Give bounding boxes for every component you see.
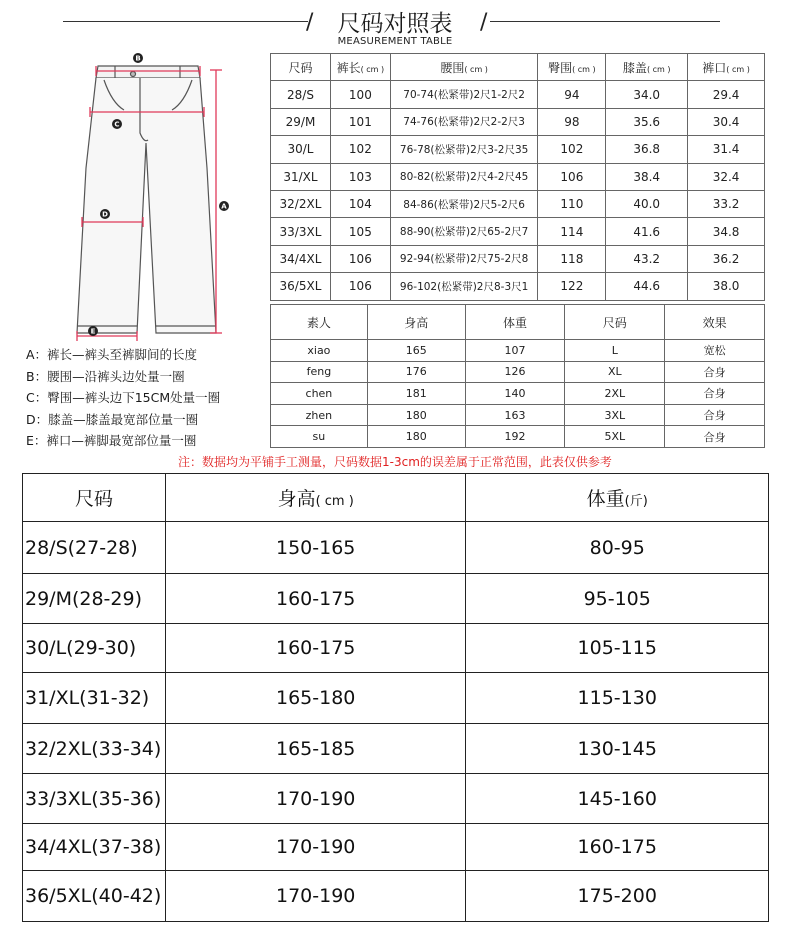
waist-cell: 96-102(松紧带)2尺8-3尺1 (390, 273, 538, 300)
col-weight: 体重(斤) (466, 474, 769, 522)
hem-cell: 29.4 (688, 81, 765, 108)
knee-cell: 34.0 (606, 81, 688, 108)
size-guide-header-row (23, 474, 769, 522)
model-name-cell: su (271, 426, 368, 448)
size-cell: 36/5XL(40-42) (23, 871, 166, 922)
size-guide-row (23, 774, 769, 824)
weight-range-cell: 95-105 (466, 574, 769, 624)
height-cell: 180 (367, 404, 465, 426)
col-model: 素人 (271, 305, 368, 340)
size-cell: 32/2XL (271, 190, 331, 217)
col-height: 身高 (367, 305, 465, 340)
size-cell: 34/4XL (271, 245, 331, 272)
height-range-cell: 150-165 (165, 522, 466, 574)
col-fit: 效果 (665, 305, 765, 340)
measurement-row (271, 81, 765, 108)
weight-cell: 163 (465, 404, 565, 426)
model-name-cell: zhen (271, 404, 368, 426)
hip-cell: 106 (538, 163, 606, 190)
pants-diagram (20, 48, 270, 343)
col-length: 裤长( cm ) (330, 54, 390, 81)
hip-cell: 110 (538, 190, 606, 217)
length-cell: 106 (330, 273, 390, 300)
model-row (271, 361, 765, 383)
measurement-row (271, 163, 765, 190)
col-knee: 膝盖( cm ) (606, 54, 688, 81)
length-cell: 102 (330, 136, 390, 163)
size-cell: 32/2XL(33-34) (23, 724, 166, 774)
marker-a: A (221, 202, 227, 211)
knee-cell: 41.6 (606, 218, 688, 245)
length-cell: 100 (330, 81, 390, 108)
col-weight: 体重 (465, 305, 565, 340)
knee-cell: 43.2 (606, 245, 688, 272)
size-guide-row (23, 871, 769, 922)
length-cell: 104 (330, 190, 390, 217)
marker-e: E (90, 327, 96, 336)
weight-range-cell: 160-175 (466, 824, 769, 871)
weight-range-cell: 175-200 (466, 871, 769, 922)
weight-cell: 192 (465, 426, 565, 448)
hip-cell: 122 (538, 273, 606, 300)
hem-cell: 33.2 (688, 190, 765, 217)
model-row (271, 426, 765, 448)
measurement-row (271, 108, 765, 135)
hem-cell: 34.8 (688, 218, 765, 245)
size-cell: XL (565, 361, 665, 383)
col-height: 身高( cm ) (165, 474, 466, 522)
measurement-table (270, 53, 765, 301)
model-name-cell: chen (271, 383, 368, 405)
measurement-row (271, 273, 765, 300)
height-range-cell: 160-175 (165, 574, 466, 624)
height-cell: 180 (367, 426, 465, 448)
waist-cell: 70-74(松紧带)2尺1-2尺2 (390, 81, 538, 108)
fit-cell: 宽松 (665, 340, 765, 362)
knee-cell: 35.6 (606, 108, 688, 135)
legend-e: E：裤口—裤脚最宽部位量一圈 (26, 433, 197, 448)
page-subtitle: MEASUREMENT TABLE (337, 36, 453, 47)
marker-c: C (114, 120, 120, 129)
marker-d: D (102, 210, 108, 219)
size-cell: L (565, 340, 665, 362)
size-guide-row (23, 824, 769, 871)
weight-range-cell: 80-95 (466, 522, 769, 574)
knee-cell: 38.4 (606, 163, 688, 190)
size-cell: 29/M(28-29) (23, 574, 166, 624)
measurement-row (271, 245, 765, 272)
waist-cell: 74-76(松紧带)2尺2-2尺3 (390, 108, 538, 135)
size-cell: 30/L (271, 136, 331, 163)
size-guide-table (22, 473, 769, 922)
col-size: 尺码 (565, 305, 665, 340)
height-cell: 176 (367, 361, 465, 383)
hem-cell: 32.4 (688, 163, 765, 190)
size-cell: 29/M (271, 108, 331, 135)
weight-range-cell: 145-160 (466, 774, 769, 824)
weight-cell: 126 (465, 361, 565, 383)
knee-cell: 36.8 (606, 136, 688, 163)
size-guide-row (23, 673, 769, 724)
knee-cell: 40.0 (606, 190, 688, 217)
legend-d: D：膝盖—膝盖最宽部位量一圈 (26, 411, 199, 427)
header-slash-left: / (306, 10, 314, 35)
weight-cell: 107 (465, 340, 565, 362)
measurement-row (271, 218, 765, 245)
model-row (271, 340, 765, 362)
hem-cell: 36.2 (688, 245, 765, 272)
height-range-cell: 170-190 (165, 824, 466, 871)
height-range-cell: 165-180 (165, 673, 466, 724)
height-cell: 181 (367, 383, 465, 405)
hip-cell: 102 (538, 136, 606, 163)
size-guide-row (23, 724, 769, 774)
size-cell: 5XL (565, 426, 665, 448)
height-range-cell: 165-185 (165, 724, 466, 774)
model-row (271, 404, 765, 426)
fit-cell: 合身 (665, 426, 765, 448)
weight-range-cell: 105-115 (466, 624, 769, 673)
model-row (271, 383, 765, 405)
height-range-cell: 170-190 (165, 774, 466, 824)
col-waist: 腰围( cm ) (390, 54, 538, 81)
header-slash-right: / (480, 10, 488, 35)
hip-cell: 94 (538, 81, 606, 108)
col-size: 尺码 (271, 54, 331, 81)
length-cell: 103 (330, 163, 390, 190)
size-guide-row (23, 624, 769, 673)
measurement-legend (26, 344, 220, 452)
size-guide-row (23, 574, 769, 624)
height-range-cell: 160-175 (165, 624, 466, 673)
size-cell: 28/S(27-28) (23, 522, 166, 574)
height-cell: 165 (367, 340, 465, 362)
size-cell: 33/3XL (271, 218, 331, 245)
waist-cell: 88-90(松紧带)2尺65-2尺7 (390, 218, 538, 245)
size-cell: 28/S (271, 81, 331, 108)
measurement-row (271, 136, 765, 163)
disclaimer-note: 注：数据均为平铺手工测量，尺码数据1-3cm的误差属于正常范围，此表仅供参考 (178, 455, 612, 469)
fit-cell: 合身 (665, 404, 765, 426)
size-guide-row (23, 522, 769, 574)
size-cell: 36/5XL (271, 273, 331, 300)
size-cell: 34/4XL(37-38) (23, 824, 166, 871)
hem-cell: 38.0 (688, 273, 765, 300)
length-cell: 101 (330, 108, 390, 135)
length-cell: 105 (330, 218, 390, 245)
header-rule-right (490, 21, 720, 22)
model-name-cell: feng (271, 361, 368, 383)
hip-cell: 114 (538, 218, 606, 245)
measurement-header-row (271, 54, 765, 81)
hem-cell: 30.4 (688, 108, 765, 135)
marker-b: B (135, 54, 141, 63)
length-cell: 106 (330, 245, 390, 272)
waist-cell: 76-78(松紧带)2尺3-2尺35 (390, 136, 538, 163)
hem-cell: 31.4 (688, 136, 765, 163)
fit-cell: 合身 (665, 361, 765, 383)
waist-cell: 84-86(松紧带)2尺5-2尺6 (390, 190, 538, 217)
weight-range-cell: 115-130 (466, 673, 769, 724)
col-size: 尺码 (23, 474, 166, 522)
hip-cell: 118 (538, 245, 606, 272)
size-cell: 33/3XL(35-36) (23, 774, 166, 824)
col-hem: 裤口( cm ) (688, 54, 765, 81)
models-table (270, 304, 765, 448)
waist-cell: 80-82(松紧带)2尺4-2尺45 (390, 163, 538, 190)
fit-cell: 合身 (665, 383, 765, 405)
weight-cell: 140 (465, 383, 565, 405)
knee-cell: 44.6 (606, 273, 688, 300)
page-title: 尺码对照表 (337, 11, 453, 37)
model-name-cell: xiao (271, 340, 368, 362)
weight-range-cell: 130-145 (466, 724, 769, 774)
measurement-row (271, 190, 765, 217)
models-header-row (271, 305, 765, 340)
col-hip: 臀围( cm ) (538, 54, 606, 81)
legend-c: C：臀围—裤头边下15CM处量一圈 (26, 390, 221, 405)
size-cell: 31/XL(31-32) (23, 673, 166, 724)
legend-a: A：裤长—裤头至裤脚间的长度 (26, 347, 198, 362)
size-cell: 3XL (565, 404, 665, 426)
waist-cell: 92-94(松紧带)2尺75-2尺8 (390, 245, 538, 272)
height-range-cell: 170-190 (165, 871, 466, 922)
size-cell: 2XL (565, 383, 665, 405)
size-cell: 31/XL (271, 163, 331, 190)
legend-b: B：腰围—沿裤头边处量一圈 (26, 368, 185, 384)
size-cell: 30/L(29-30) (23, 624, 166, 673)
hip-cell: 98 (538, 108, 606, 135)
